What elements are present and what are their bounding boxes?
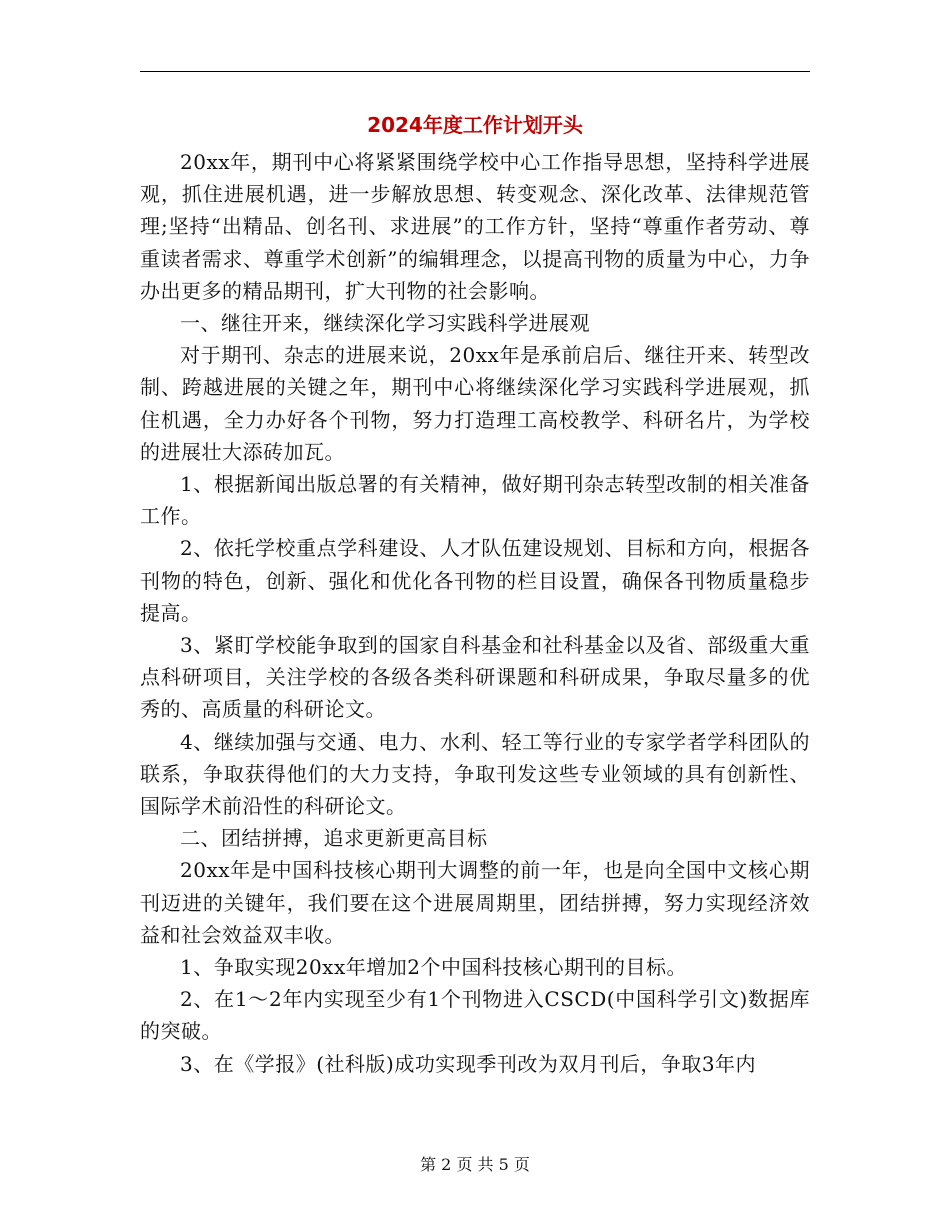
list-item: 1、根据新闻出版总署的有关精神，做好期刊杂志转型改制的相关准备工作。	[140, 472, 810, 529]
list-item: 1、争取实现20xx年增加2个中国科技核心期刊的目标。	[180, 955, 687, 980]
list-item: 4、继续加强与交通、电力、水利、轻工等行业的专家学者学科团队的联系，争取获得他们的大力支持，争取刊发这些专业领域的具有创新性、国际学术前沿性的科研论文。	[140, 729, 810, 819]
paragraph-section-2: 20xx年是中国科技核心期刊大调整的前一年，也是向全国中文核心期刊迈进的关键年，我们要在这个进展周期里，团结拼搏，努力实现经济效益和社会效益双丰收。	[140, 858, 810, 947]
section-heading-2: 二、团结拼搏，追求更新更高目标	[180, 826, 488, 851]
paragraph-section-1: 对于期刊、杂志的进展来说，20xx年是承前启后、继往开来、转型改制、跨越进展的关键之年，期刊中心将继续深化学习实践科学进展观，抓住机遇，全力办好各个刊物，努力打造理工高校教学、科研名片，为学校的进展壮大添砖加瓦。	[140, 343, 810, 464]
document-body	[140, 146, 810, 1080]
list-item: 3、在《学报》(社科版)成功实现季刊改为双月刊后，争取3年内	[180, 1051, 757, 1076]
list-item: 2、在1～2年内实现至少有1个刊物进入CSCD(中国科学引文)数据库的突破。	[140, 987, 810, 1044]
page-number-label: 第 2 页 共 5 页	[420, 1155, 530, 1174]
page-footer	[0, 1154, 950, 1176]
list-item: 3、紧盯学校能争取到的国家自科基金和社科基金以及省、部级重大重点科研项目，关注学校的各级各类科研课题和科研成果，争取尽量多的优秀的、高质量的科研论文。	[140, 633, 810, 722]
section-heading-1: 一、继往开来，继续深化学习实践科学进展观	[180, 311, 590, 336]
document-title: 2024年度工作计划开头	[367, 113, 583, 137]
paragraph-intro: 20xx年，期刊中心将紧紧围绕学校中心工作指导思想，坚持科学进展观，抓住进展机遇，进一步解放思想、转变观念、深化改革、法律规范管理;坚持“出精品、创名刊、求进展”的工作方针，坚持“尊重作者劳动、尊重读者需求、尊重学术创新”的编辑理念，以提高刊物的质量为中心，力争办出更多的精品期刊，扩大刊物的社会影响。	[140, 150, 810, 303]
header-rule	[140, 71, 810, 72]
list-item: 2、依托学校重点学科建设、人才队伍建设规划、目标和方向，根据各刊物的特色，创新、强化和优化各刊物的栏目设置，确保各刊物质量稳步提高。	[140, 536, 810, 625]
